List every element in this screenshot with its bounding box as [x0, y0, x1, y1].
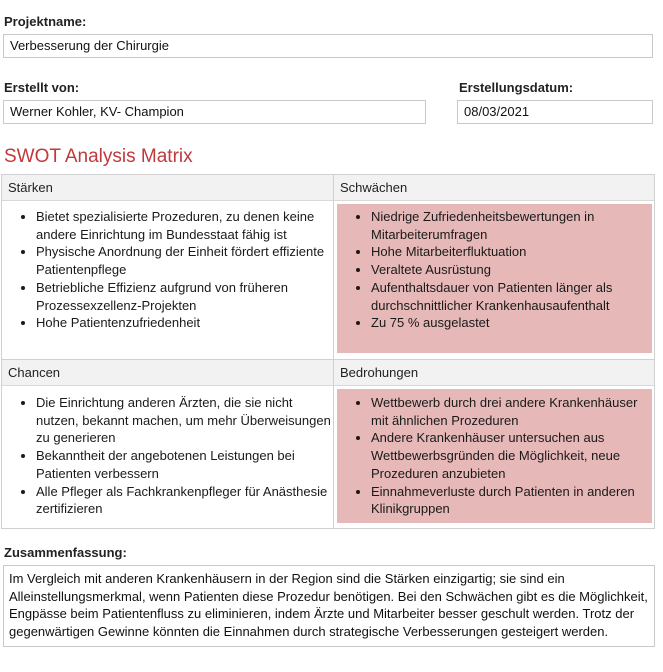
list-item: • Andere Krankenhäuser untersuchen aus Wettbewerbsgründen die Möglichkeit, neue Prozeduren anzubieten	[371, 429, 652, 482]
creation-date-field[interactable]: 08/03/2021	[457, 100, 653, 124]
opportunities-cell	[2, 386, 333, 528]
opportunities-header: Chancen	[2, 360, 333, 386]
threats-list	[337, 394, 652, 518]
list-item: • Wettbewerb durch drei andere Krankenhäuser mit ähnlichen Prozeduren	[371, 394, 652, 429]
weaknesses-list	[337, 208, 652, 332]
list-item: • Aufenthaltsdauer von Patienten länger als durchschnittlicher Krankenhausaufenthalt	[371, 279, 652, 314]
opportunities-list	[2, 394, 333, 518]
creation-date-label: Erstellungsdatum:	[459, 80, 574, 95]
strengths-cell	[2, 201, 333, 359]
swot-title: SWOT Analysis Matrix	[4, 146, 193, 167]
list-item: • Zu 75 % ausgelastet	[371, 314, 652, 332]
list-item: • Betriebliche Effizienz aufgrund von früheren Prozessexzellenz-Projekten	[36, 279, 333, 314]
created-by-label: Erstellt von:	[4, 80, 80, 95]
weaknesses-header: Schwächen	[334, 175, 654, 201]
list-item: • Hohe Mitarbeiterfluktuation	[371, 243, 652, 261]
list-item: • Veraltete Ausrüstung	[371, 261, 652, 279]
project-name-field[interactable]: Verbesserung der Chirurgie	[3, 34, 653, 58]
list-item: • Niedrige Zufriedenheitsbewertungen in Mitarbeiterumfragen	[371, 208, 652, 243]
swot-matrix	[1, 174, 655, 529]
created-by-field[interactable]: Werner Kohler, KV- Champion	[3, 100, 426, 124]
list-item: • Hohe Patientenzufriedenheit	[36, 314, 333, 332]
weaknesses-cell	[337, 204, 652, 353]
strengths-header: Stärken	[2, 175, 333, 201]
threats-cell	[337, 389, 652, 523]
list-item: • Einnahmeverluste durch Patienten in anderen Klinikgruppen	[371, 483, 652, 518]
list-item: • Bietet spezialisierte Prozeduren, zu denen keine andere Einrichtung im Bundesstaat fähig ist	[36, 208, 333, 243]
threats-header: Bedrohungen	[334, 360, 654, 386]
list-item: • Bekanntheit der angebotenen Leistungen bei Patienten verbessern	[36, 447, 333, 482]
project-name-label: Projektname:	[4, 14, 87, 29]
list-item: • Die Einrichtung anderen Ärzten, die sie nicht nutzen, bekannt machen, um mehr Überweisungen zu generieren	[36, 394, 333, 447]
list-item: • Physische Anordnung der Einheit fördert effiziente Patientenpflege	[36, 243, 333, 278]
matrix-vertical-divider	[333, 175, 334, 528]
strengths-list	[2, 208, 333, 332]
summary-field[interactable]: Im Vergleich mit anderen Krankenhäusern in der Region sind die Stärken einzigartig; sie sind ein Alleinstellungsmerkmal, wenn Patienten diese Prozedur benötigen. Bei den Schwächen gibt es die Möglichkeit, Engpässe beim Patientenfluss zu eliminieren, indem Ärzte und Mitarbeiter besser geschult werden. Trotz der gegenwärtigen Gewinne könnten die Einnahmen durch strategische Verbesserungen gesteigert werden.	[3, 565, 655, 647]
list-item: • Alle Pfleger als Fachkrankenpfleger für Anästhesie zertifizieren	[36, 483, 333, 518]
summary-label: Zusammenfassung:	[4, 545, 127, 560]
